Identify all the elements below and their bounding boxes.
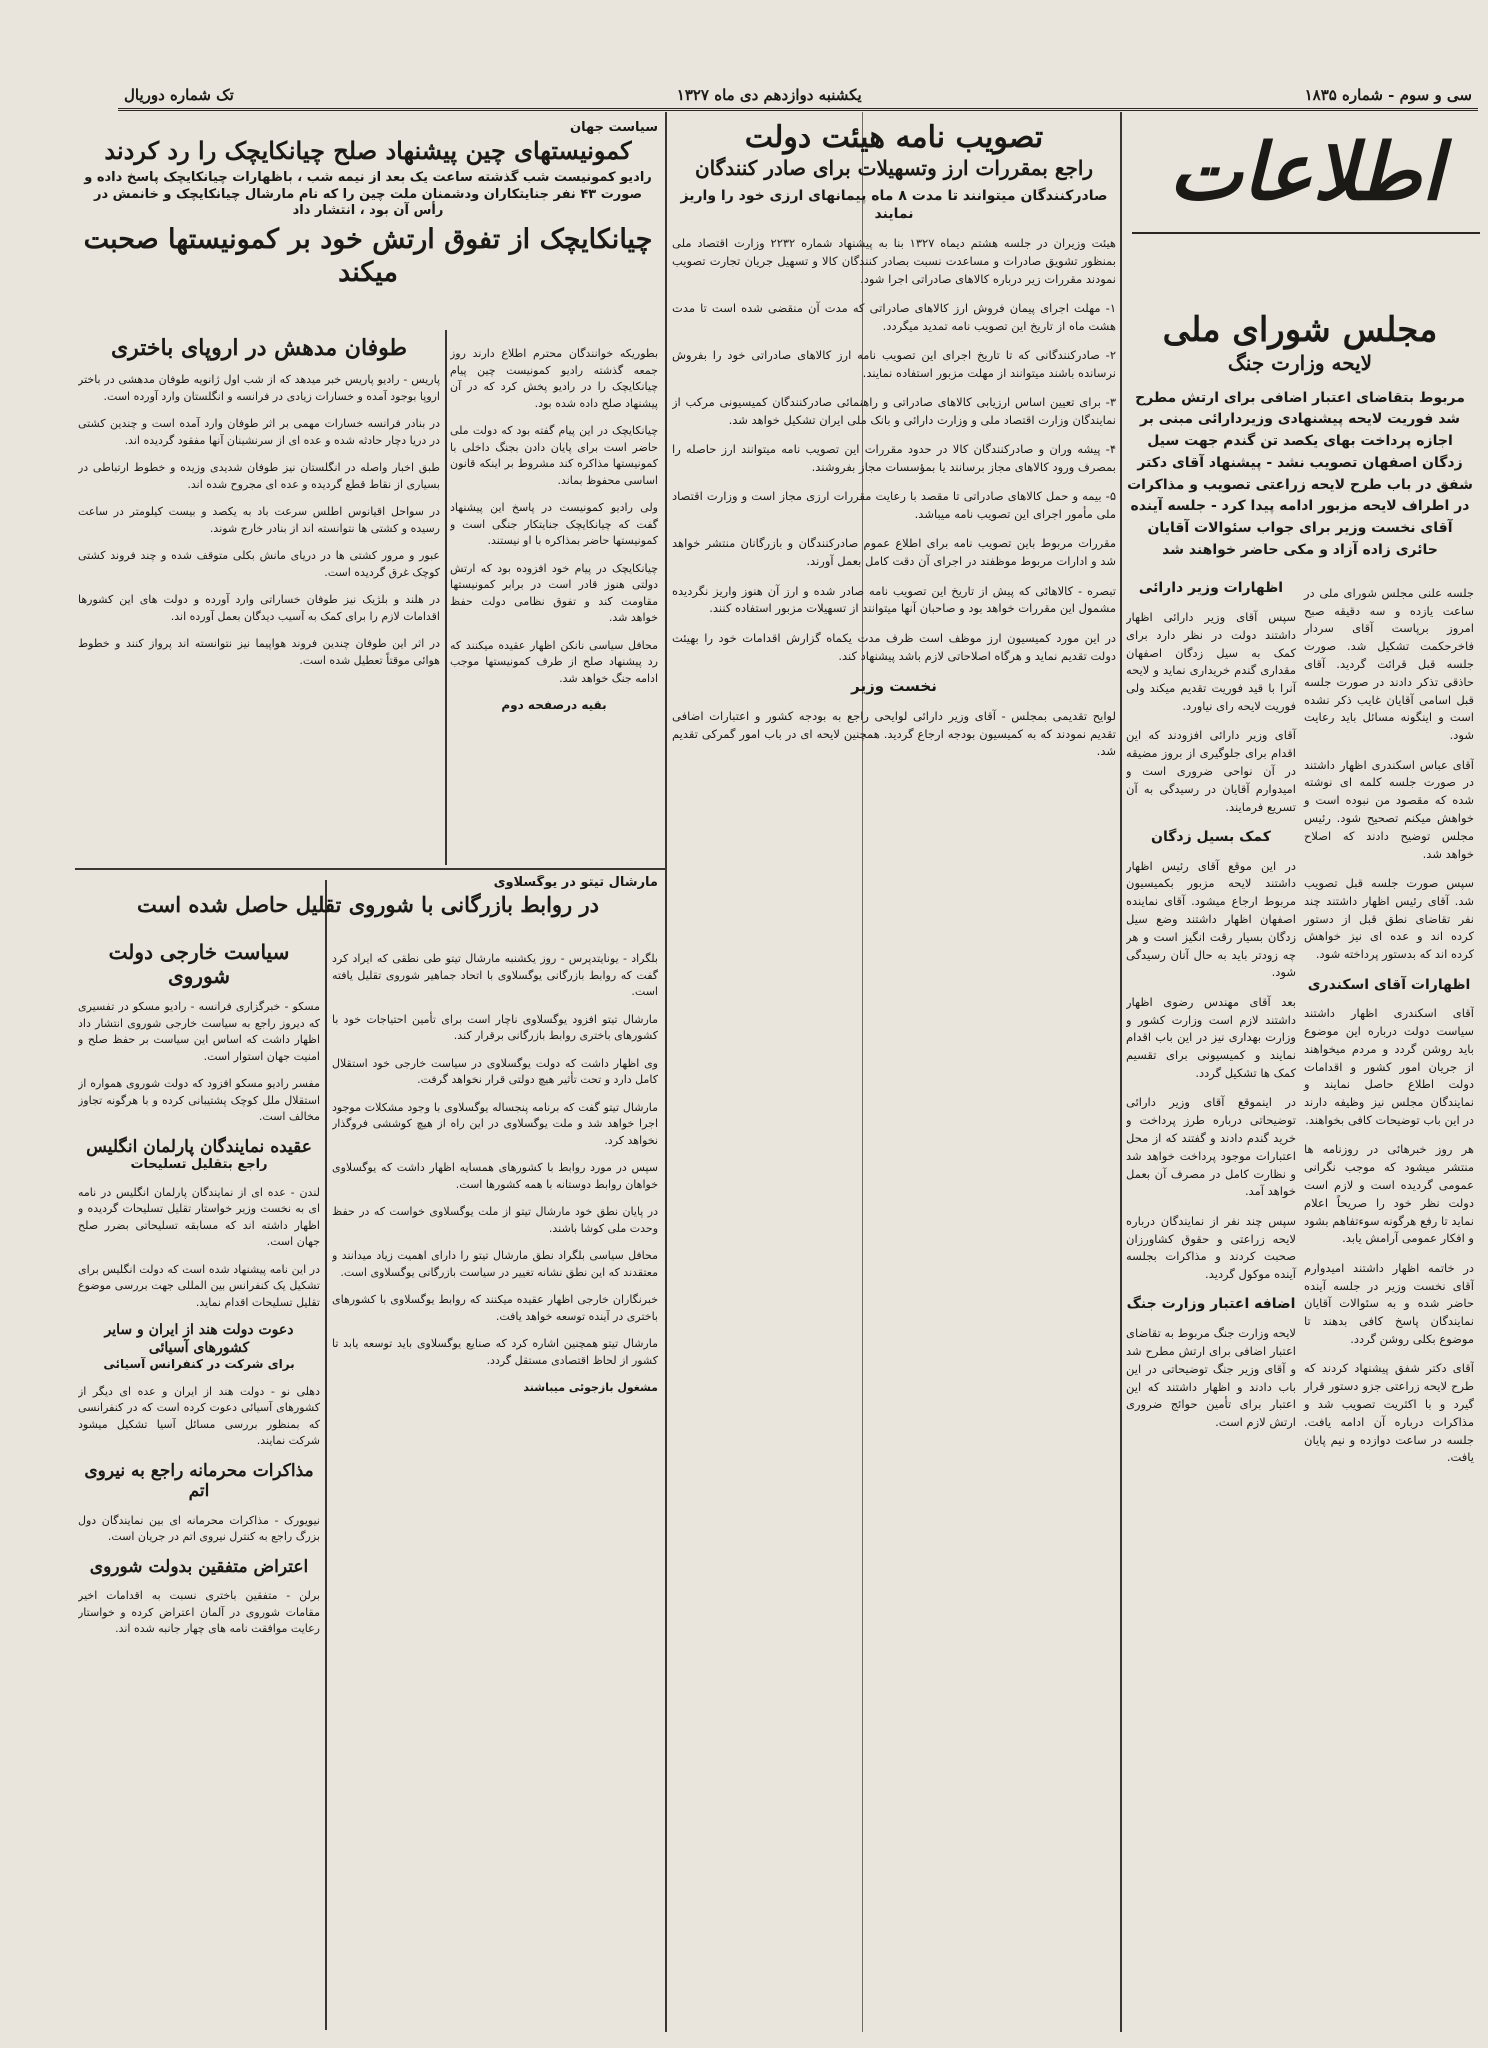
foreign-paragraph: مفسر رادیو مسکو افزود که دولت شوروی همواره از استقلال ملل کوچک پشتیبانی کرده و با هرگونه تجاوز مخالف است. bbox=[78, 1077, 320, 1123]
section-rule bbox=[75, 868, 665, 870]
decree-paragraph: ۳- برای تعیین اساس ارزیابی کالاهای صادراتی و راهنمائی صادرکنندگان کمیسیونی مرکب از نمایندگان وزارت اقتصاد ملی و وزارت دارائی و بانک ملی ایران تشکیل خواهد شد. bbox=[672, 395, 1116, 427]
tito-paragraph: سپس در مورد روابط با کشورهای همسایه اظهار داشت که یوگسلاوی خواهان روابط دوستانه با همه کشورها است. bbox=[332, 1161, 658, 1191]
decree-paragraph: مقررات مربوط باین تصویب نامه برای اطلاع عموم صادرکنندگان و بازرگانان منتشر خواهد شد و ادارات مربوط موظفند در اجرای آن دقت کامل بعمل آورند. bbox=[672, 536, 1116, 569]
majlis-paragraph: آقای وزیر دارائی افزودند که این اقدام برای جلوگیری از بروز مضیقه در آن نواحی ضروری است و امیدوارم آقایان در رسیدگی به آن تسریع فرمایند. bbox=[1126, 728, 1296, 814]
decree-paragraph: لوایح تقدیمی بمجلس - آقای وزیر دارائی لوایحی راجع به بودجه کشور و اعتبارات اضافی تقدیم نمودند که به کمیسیون بودجه ارجاع گردید. همچنین لایحه ای در باب امور گمرکی تقدیم شد. bbox=[672, 708, 1116, 759]
decree-paragraph: ۱- مهلت اجرای پیمان فروش ارز کالاهای صادراتی که مدت آن منقضی شده است تا مدت هشت ماه از تاریخ این تصویب نامه تمدید میگردد. bbox=[672, 300, 1116, 333]
majlis-paragraph: در خاتمه اظهار داشتند امیدوارم آقای نخست وزیر در جلسه آینده حاضر شده و به سئوالات آقایان نمایندگان پاسخ کافی بدهند تا موضوع بکلی روشن گردد. bbox=[1304, 1260, 1474, 1347]
column-rule bbox=[1120, 112, 1122, 2032]
china-lead: رادیو کمونیست شب گذشته ساعت یک بعد از نیمه شب ، باظهارات چیانکایچک پاسخ داده و صورت ۴۳ نفر جنایتکاران ودشمنان ملت چین را که نام مارشال چیانکایچک و خانمش در رأس آن بود ، انتشار داد bbox=[84, 169, 652, 219]
masthead-title: اطلاعات bbox=[1168, 126, 1444, 218]
majlis-paragraph: آقای اسکندری اظهار داشتند سیاست دولت درباره این موضوع باید روشن گردد و مردم میخواهند از جریان امور کشور و اقدامات دولت اطلاع حاصل نمایند و نمایندگان مجلس نیز وظیفه دارند در این باب توضیحات کافی بخواهند. bbox=[1304, 1006, 1474, 1128]
storm-paragraph: پاریس - رادیو پاریس خبر میدهد که از شب اول ژانویه طوفان مدهشی در باختر اروپا بوجود آمده و خسارات زیادی در فرانسه و انگلستان وارد آورده است. bbox=[78, 373, 440, 403]
tito-headline: در روابط بازرگانی با شوروی تقلیل حاصل شده است bbox=[137, 891, 599, 917]
majlis-paragraph: هر روز خبرهائی در روزنامه ها منتشر میشود که موجب نگرانی عمومی گردیده است و لازم است دولت نظر خود را صریحاً اعلام نماید تا رفع هرگونه سوءتفاهم بشود و افکار عمومی آرامش یابد. bbox=[1304, 1142, 1474, 1246]
foreign-paragraph: لندن - عده ای از نمایندگان پارلمان انگلیس در نامه ای به نخست وزیر خواستار تقلیل تسلیحات گردیده و اظهار داشته اند که مسابقه تسلیحاتی بضرر صلح جهان است. bbox=[78, 1185, 320, 1249]
allied-protest-headline: اعتراض متفقین بدولت شوروی bbox=[89, 1556, 309, 1577]
tito-paragraph: محافل سیاسی بلگراد نطق مارشال تیتو را دارای اهمیت زیاد میدانند و معتقدند که این نطق نشانه تغییر در سیاست بازرگانی یوگسلاوی است. bbox=[332, 1249, 658, 1279]
storm-headline: طوفان مدهش در اروپای باختری bbox=[110, 335, 408, 361]
india-invitation-subheadline: برای شرکت در کنفرانس آسیائی bbox=[103, 1357, 295, 1372]
majlis-paragraph: آقای دکتر شفق پیشنهاد کردند که طرح لایحه زراعتی جزو دستور قرار گیرد و با اکثریت تصویب شد و مذاکرات درباره آن ادامه یافت. جلسه در ساعت دوازده و نیم پایان یافت. bbox=[1304, 1361, 1474, 1465]
decree-paragraph: در این مورد کمیسیون ارز موظف است ظرف مدت یکماه گزارش اقدامات خود را بهیئت دولت تقدیم نماید و هرگاه اصلاحاتی لازم باشد پیشنهاد کند. bbox=[672, 630, 1116, 663]
column-tito bbox=[332, 940, 658, 2025]
storm-paragraph: در بنادر فرانسه خسارات مهمی بر اثر طوفان وارد آمده است و چندین کشتی در دریا دچار حادثه شده و عده ای از سرنشینان آنها مفقود گردیده اند. bbox=[78, 417, 440, 447]
decree-paragraph: تبصره - کالاهائی که پیش از تاریخ این تصویب نامه صادر شده و ارز آن هنوز واریز نگردیده مشمول این مقررات خواهد بود و صاحبان آنها میتوانند از تسهیلات مزبور استفاده کنند. bbox=[672, 583, 1116, 616]
storm-paragraph: عبور و مرور کشتی ها در دریای مانش بکلی متوقف شده و چند فروند کشتی کوچک غرق گردیده است. bbox=[78, 549, 440, 579]
foreign-paragraph: در این نامه پیشنهاد شده است که دولت انگلیس برای تشکیل یک کنفرانس بین المللی جهت بررسی موضوع تقلیل تسلیحات اقدام نماید. bbox=[78, 1262, 320, 1309]
china-headline: کمونیستهای چین پیشنهاد صلح چیانکایچک را رد کردند bbox=[104, 135, 632, 165]
tito-paragraph: مارشال تیتو همچنین اشاره کرد که صنایع یوگسلاوی باید توسعه یابد تا کشور از لحاظ اقتصادی مستقل گردد. bbox=[332, 1337, 658, 1367]
tito-paragraph: در پایان نطق خود مارشال تیتو از ملت یوگسلاوی خواست که در حفظ وحدت ملی کوشا باشند. bbox=[332, 1205, 658, 1235]
majlis-paragraph: بعد آقای مهندس رضوی اظهار داشتند لازم است وزارت کشور و وزارت بهداری نیز در این باب اقدام نمایند و کمیسیونی برای تقسیم کمک ها تشکیل گردد. bbox=[1126, 994, 1296, 1081]
tito-paragraph: خبرنگاران خارجی اظهار عقیده میکنند که روابط یوگسلاوی با کشورهای باختری در آینده توسعه خواهد یافت. bbox=[332, 1293, 658, 1323]
column-foreign-news bbox=[78, 940, 320, 2025]
majlis-paragraph: سپس چند نفر از نمایندگان درباره لایحه زراعتی و حقوق کشاورزان صحبت کردند و مذاکرات بجلسه آینده موکول گردید. bbox=[1126, 1213, 1296, 1282]
tito-paragraph: بلگراد - یونایتدپرس - روز یکشنبه مارشال تیتو طی نطقی که ایراد کرد گفت که روابط بازرگانی یوگسلاوی با اتحاد جماهیر شوروی تقلیل یافته است. bbox=[332, 952, 658, 998]
column-government-decree bbox=[672, 120, 1116, 2025]
foreign-paragraph: دهلی نو - دولت هند از ایران و عده ای دیگر از کشورهای آسیائی دعوت کرده است که در کنفرانسی که بمنظور بررسی مسائل آسیا تشکیل میشود شرکت نمایند. bbox=[78, 1384, 320, 1448]
chiang-headline: چیانکایچک از تفوق ارتش خود بر کمونیستها صحبت میکند bbox=[83, 224, 653, 288]
decree-deck: صادرکنندگان میتوانند تا مدت ۸ ماه پیمانهای ارزی خود را واریز نمایند bbox=[680, 188, 1108, 223]
column-majlis bbox=[1126, 240, 1474, 2030]
decree-paragraph: هیئت وزیران در جلسه هشتم دیماه ۱۳۲۷ بنا به پیشنهاد شماره ۲۲۳۲ وزارت اقتصاد ملی بمنظور تشویق صادرات و مساعدت نسبت بصادر کنندگان کالا و تسهیل جریان تجارت تصویب نمودند مقررات زیر درباره کالاهای صادراتی اجرا شود. bbox=[672, 235, 1116, 286]
majlis-paragraph: جلسه علنی مجلس شورای ملی در ساعت یازده و سه دقیقه صبح امروز برپاست آقای سردار فاخرحکمت تشکیل شد. صورت جلسه قبل قرائت گردید. آقای حاذقی تذکر دادند در صورت جلسه قبل اسامی آقایان غایب ذکر نشده است و اینگونه مسائل باید رعایت شود. bbox=[1304, 585, 1474, 743]
majlis-paragraph: لایحه وزارت جنگ مربوط به تقاضای اعتبار اضافی برای ارتش مطرح شد و آقای وزیر جنگ توضیحاتی در این باب دادند و اظهار داشتند که این اعتبار برای تأمین حوائج ضروری ارتش لازم است. bbox=[1126, 1326, 1296, 1430]
tito-header bbox=[78, 875, 658, 935]
section-label: سیاست جهان bbox=[570, 120, 658, 135]
column-rule bbox=[445, 330, 447, 865]
majlis-subheading: اظهارات آقای اسکندری bbox=[1307, 976, 1471, 993]
foreign-paragraph: مسکو - خبرگزاری فرانسه - رادیو مسکو در تفسیری که دیروز راجع به سیاست خارجی شوروی انتشار داد اظهار داشت که اساس این سیاست بر حفظ صلح و امنیت جهان استوار است. bbox=[78, 1000, 320, 1063]
decree-signature: نخست وزیر bbox=[851, 676, 937, 695]
column-chiang bbox=[450, 335, 658, 865]
tito-kicker: مارشال تیتو در یوگسلاوی bbox=[493, 875, 658, 890]
tito-paragraph: مارشال تیتو گفت که برنامه پنجساله یوگسلاوی با وجود مشکلات موجود اجرا خواهد شد و ملت یوگسلاوی در این راه از هیچ کوششی فروگذار نخواهد کرد. bbox=[332, 1100, 658, 1147]
decree-subtitle: راجع بمقررات ارز وتسهیلات برای صادر کنندگان bbox=[694, 156, 1094, 180]
foreign-paragraph: برلن - متفقین باختری نسبت به اقدامات اخیر مقامات شوروی در آلمان اعتراض کرده و خواستار رعایت موافقت نامه های چهار جانبه شده اند. bbox=[78, 1589, 320, 1636]
majlis-subtitle: لایحه وزارت جنگ bbox=[1227, 350, 1373, 375]
issue-date: یکشنبه دوازدهم دی ماه ۱۳۲۷ bbox=[676, 86, 862, 104]
atomic-talks-headline: مذاکرات محرمانه راجع به نیروی اتم bbox=[84, 1460, 314, 1502]
majlis-subheading: اضافه اعتبار وزارت جنگ bbox=[1126, 1296, 1296, 1313]
decree-paragraph: ۵- بیمه و حمل کالاهای صادراتی تا مقصد با رعایت مقررات ارزی مجاز است و وزارت اقتصاد ملی مأمور اجرای این تصویب نامه میباشد. bbox=[672, 489, 1116, 522]
majlis-paragraph: در اینموقع آقای وزیر دارائی توضیحاتی درباره طرز پرداخت و خرید گندم دادند و گفتند که از محل اعتبارات موجود پرداخت خواهد شد و نظارت کامل در مصرف آن بعمل خواهد آمد. bbox=[1126, 1095, 1296, 1199]
storm-paragraph: طبق اخبار واصله در انگلستان نیز طوفان شدیدی وزیده و خطوط ارتباطی در بسیاری از نقاط قطع گردیده و عده ای مجروح شده اند. bbox=[78, 461, 440, 491]
majlis-subheading: اظهارات وزیر دارائی bbox=[1138, 580, 1284, 597]
uk-parliament-subheadline: راجع بتقلیل تسلیحات bbox=[130, 1156, 268, 1172]
foreign-paragraph: نیویورک - مذاکرات محرمانه ای بین نمایندگان دول بزرگ راجع به کنترل نیروی اتم در جریان است. bbox=[78, 1513, 320, 1544]
chiang-paragraph: محافل سیاسی نانکن اظهار عقیده میکنند که رد پیشنهاد صلح از طرف کمونیستها موجب ادامه جنگ خواهد شد. bbox=[450, 638, 658, 685]
tito-paragraph: وی اظهار داشت که دولت یوگسلاوی در سیاست خارجی خود استقلال کامل دارد و تحت تأثیر هیچ دولتی قرار نخواهد گرفت. bbox=[332, 1056, 658, 1086]
soviet-policy-headline: سیاست خارجی دولت شوروی bbox=[108, 940, 290, 988]
issue-price: تک شماره دوریال bbox=[124, 86, 234, 104]
india-invitation-headline: دعوت دولت هند از ایران و سایر کشورهای آسیائی bbox=[104, 1322, 294, 1356]
column-rule bbox=[325, 880, 327, 2030]
decree-paragraph: ۲- صادرکنندگانی که تا تاریخ اجرای این تصویب نامه ارز کالاهای صادراتی خود را بفروش نرسانده باشند میتوانند از مهلت مزبور استفاده نمایند. bbox=[672, 347, 1116, 380]
majlis-subheading: کمک بسیل زدگان bbox=[1151, 828, 1271, 845]
majlis-paragraph: در این موقع آقای رئیس اظهار داشتند لایحه مزبور بکمیسیون مربوط ارجاع میشود. آقای نماینده اصفهان اظهار داشتند وضع سیل زدگان بسیار رقت انگیز است و هر چه زودتر باید به حال آنان رسیدگی شود. bbox=[1126, 858, 1296, 980]
tito-paragraph: مارشال تیتو افزود یوگسلاوی ناچار است برای تأمین احتیاجات خود با کشورهای باختری روابط بازرگانی برقرار کند. bbox=[332, 1012, 658, 1042]
chiang-paragraph: بطوریکه خوانندگان محترم اطلاع دارند روز جمعه گذشته رادیو کمونیست چین پیام چیانکایچک را در رادیو پخش کرد که در آن پیشنهاد صلح داده شده بود. bbox=[450, 347, 658, 410]
majlis-paragraph: آقای عباس اسکندری اظهار داشتند در صورت جلسه کلمه ای نوشته شده که مقصود من نبوده است و خواهش میکنم تصحیح شود. رئیس مجلس توضیح دادند که اصلاح خواهد شد. bbox=[1304, 757, 1474, 861]
majlis-paragraph: سپس صورت جلسه قبل تصویب شد. آقای رئیس اظهار داشتند چند نفر تقاضای نطق قبل از دستور کرده اند و عده ای نیز خواهش کرده اند که بدستور پرداخته شود. bbox=[1304, 875, 1474, 962]
tito-paragraph-end: مشغول بازجوئی میباشند bbox=[523, 1381, 658, 1394]
masthead bbox=[1132, 112, 1480, 234]
chiang-paragraph: چیانکایچک در این پیام گفته بود که دولت ملی حاضر است برای پایان دادن بجنگ داخلی با کمونیستها مذاکره کند مشروط بر اینکه قانون اساسی محفوظ بماند. bbox=[450, 424, 658, 487]
chiang-paragraph: چیانکایچک در پیام خود افزوده بود که ارتش دولتی هنوز قادر است در برابر کمونیستها مقاومت کند و تفوق نظامی دولت حفظ خواهد شد. bbox=[450, 561, 658, 624]
column-storm bbox=[78, 335, 440, 865]
storm-paragraph: در اثر این طوفان چندین فروند هواپیما نیز نتوانسته اند پرواز کنند و خطوط هوائی موقتاً تعطیل شده است. bbox=[78, 637, 440, 667]
majlis-paragraph: سپس آقای وزیر دارائی اظهار داشتند دولت در نظر دارد برای کمک به سیل زدگان اصفهان مقداری گندم خریداری نماید و لایحه آنرا با قید فوریت تقدیم میکند ولی فوریت لایحه رای نیاورد. bbox=[1126, 609, 1296, 714]
majlis-lead: مربوط بتقاضای اعتبار اضافی برای ارتش مطرح شد فوریت لایحه پیشنهادی وزیردارائی مبنی بر اجازه پرداخت بهای یکصد تن گندم جهت سیل زدگان اصفهان تصویب نشد - پیشنهاد آقای دکتر شفق در باب طرح لایحه زراعتی تصویب و مذاکرات در اطراف لایحه مزبور ادامه پیدا کرد - جلسه آینده آقای نخست وزیر برای جواب سئوالات آقایان حائری زاده آزاد و مکی حاضر خواهند شد bbox=[1127, 389, 1473, 558]
continued-note: بقیه درصفحه دوم bbox=[501, 698, 607, 712]
decree-paragraph: ۴- پیشه وران و صادرکنندگان کالا در حدود مقررات این تصویب نامه میتوانند ارز حاصله را بمصرف ورود کالاهای مجاز برسانند یا بمؤسسات مجاز بفروشند. bbox=[672, 442, 1116, 474]
majlis-title: مجلس شورای ملی bbox=[1162, 310, 1438, 350]
chiang-paragraph: ولی رادیو کمونیست در پاسخ این پیشنهاد گفت که چیانکایچک جنایتکار جنگی است و کمونیستها حاضر بمذاکره با او نیستند. bbox=[450, 501, 658, 547]
world-politics-header bbox=[78, 120, 658, 325]
issue-strip bbox=[118, 82, 1478, 111]
storm-paragraph: در سواحل اقیانوس اطلس سرعت باد به یکصد و بیست کیلومتر در ساعت رسیده و کشتی ها نتوانسته اند از بنادر خارج شوند. bbox=[78, 505, 440, 535]
column-rule bbox=[665, 112, 667, 2032]
storm-paragraph: در هلند و بلژیک نیز طوفان خساراتی وارد آورده و دولت های این کشورها اقدامات لازم را برای کمک به آسیب دیدگان بعمل آورده اند. bbox=[78, 593, 440, 623]
uk-parliament-headline: عقیده نمایندگان پارلمان انگلیس bbox=[86, 1136, 312, 1157]
issue-number: سی و سوم - شماره ۱۸۳۵ bbox=[1304, 86, 1472, 104]
decree-title: تصویب نامه هیئت دولت bbox=[744, 120, 1044, 155]
